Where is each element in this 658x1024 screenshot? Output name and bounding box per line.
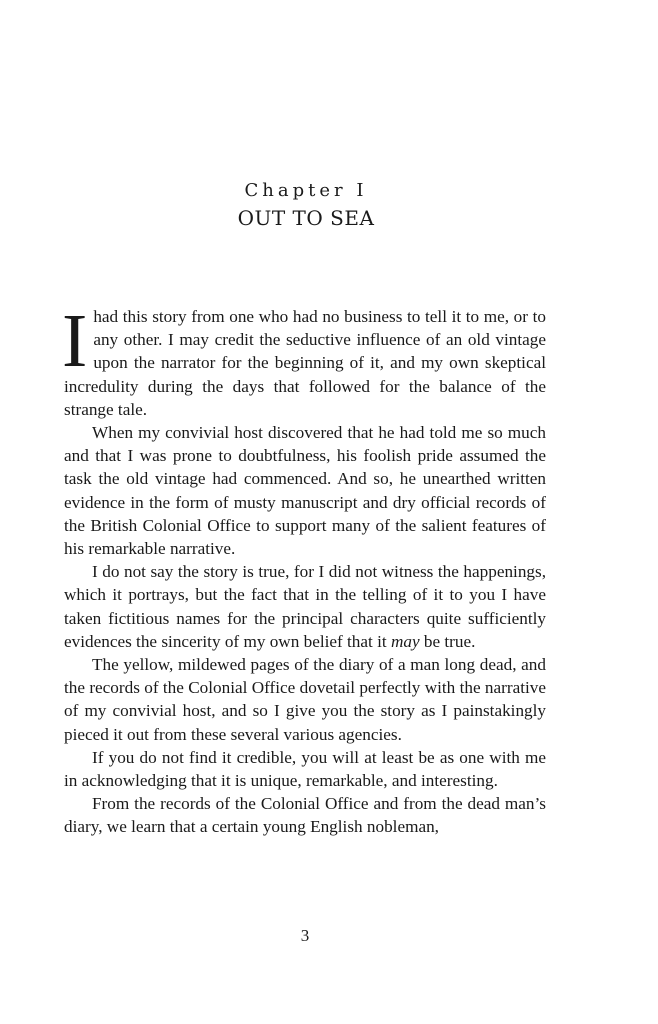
paragraph-6: From the records of the Colonial Office and from the dead man’s diary, we learn that a certain young English nobleman, bbox=[64, 794, 546, 837]
drop-cap: I bbox=[62, 299, 88, 383]
paragraph-1-text: had this story from one who had no business to tell it to me, or to any other. I may credit the seductive influence of an old vintage upon the narrator for the beginning of it, and my own skeptical incredulity during the days that followed for the balance of the strange tale. bbox=[64, 307, 546, 419]
chapter-title: OUT TO SEA bbox=[237, 206, 375, 230]
paragraph-4: The yellow, mildewed pages of the diary of a man long dead, and the records of the Colonial Office dovetail perfectly with the narrative of my convivial host, and so I give you the story as I painstakingly pieced it out from these several various agencies. bbox=[64, 655, 546, 744]
paragraph-5: If you do not find it credible, you will at least be as one with me in acknowledging that it is unique, remarkable, and interesting. bbox=[64, 747, 546, 791]
paragraph-3-text-after: be true. bbox=[419, 631, 476, 651]
paragraph-3-emphasis: may bbox=[390, 631, 420, 651]
page-number: 3 bbox=[300, 926, 310, 945]
paragraph-1 bbox=[62, 299, 546, 421]
paragraph-3 bbox=[64, 560, 546, 653]
paragraph-2: When my convivial host discovered that he had told me so much and that I was prone to doubtfulness, his foolish pride assumed the task the old vintage had commenced. And so, he unearthed written evidence in the form of musty manuscript and dry official records of the British Colonial Office to support many of the salient features of his remarkable narrative. bbox=[64, 423, 546, 559]
chapter-label: Chapter I bbox=[244, 180, 368, 201]
chapter-body bbox=[62, 299, 546, 839]
paragraph-3-text-before: I do not say the story is true, for I did not witness the happenings, which it portrays, but the fact that in the telling of it to you I have taken fictitious names for the principal characters quite sufficiently evidences the sincerity of my own belief that it bbox=[64, 562, 546, 651]
